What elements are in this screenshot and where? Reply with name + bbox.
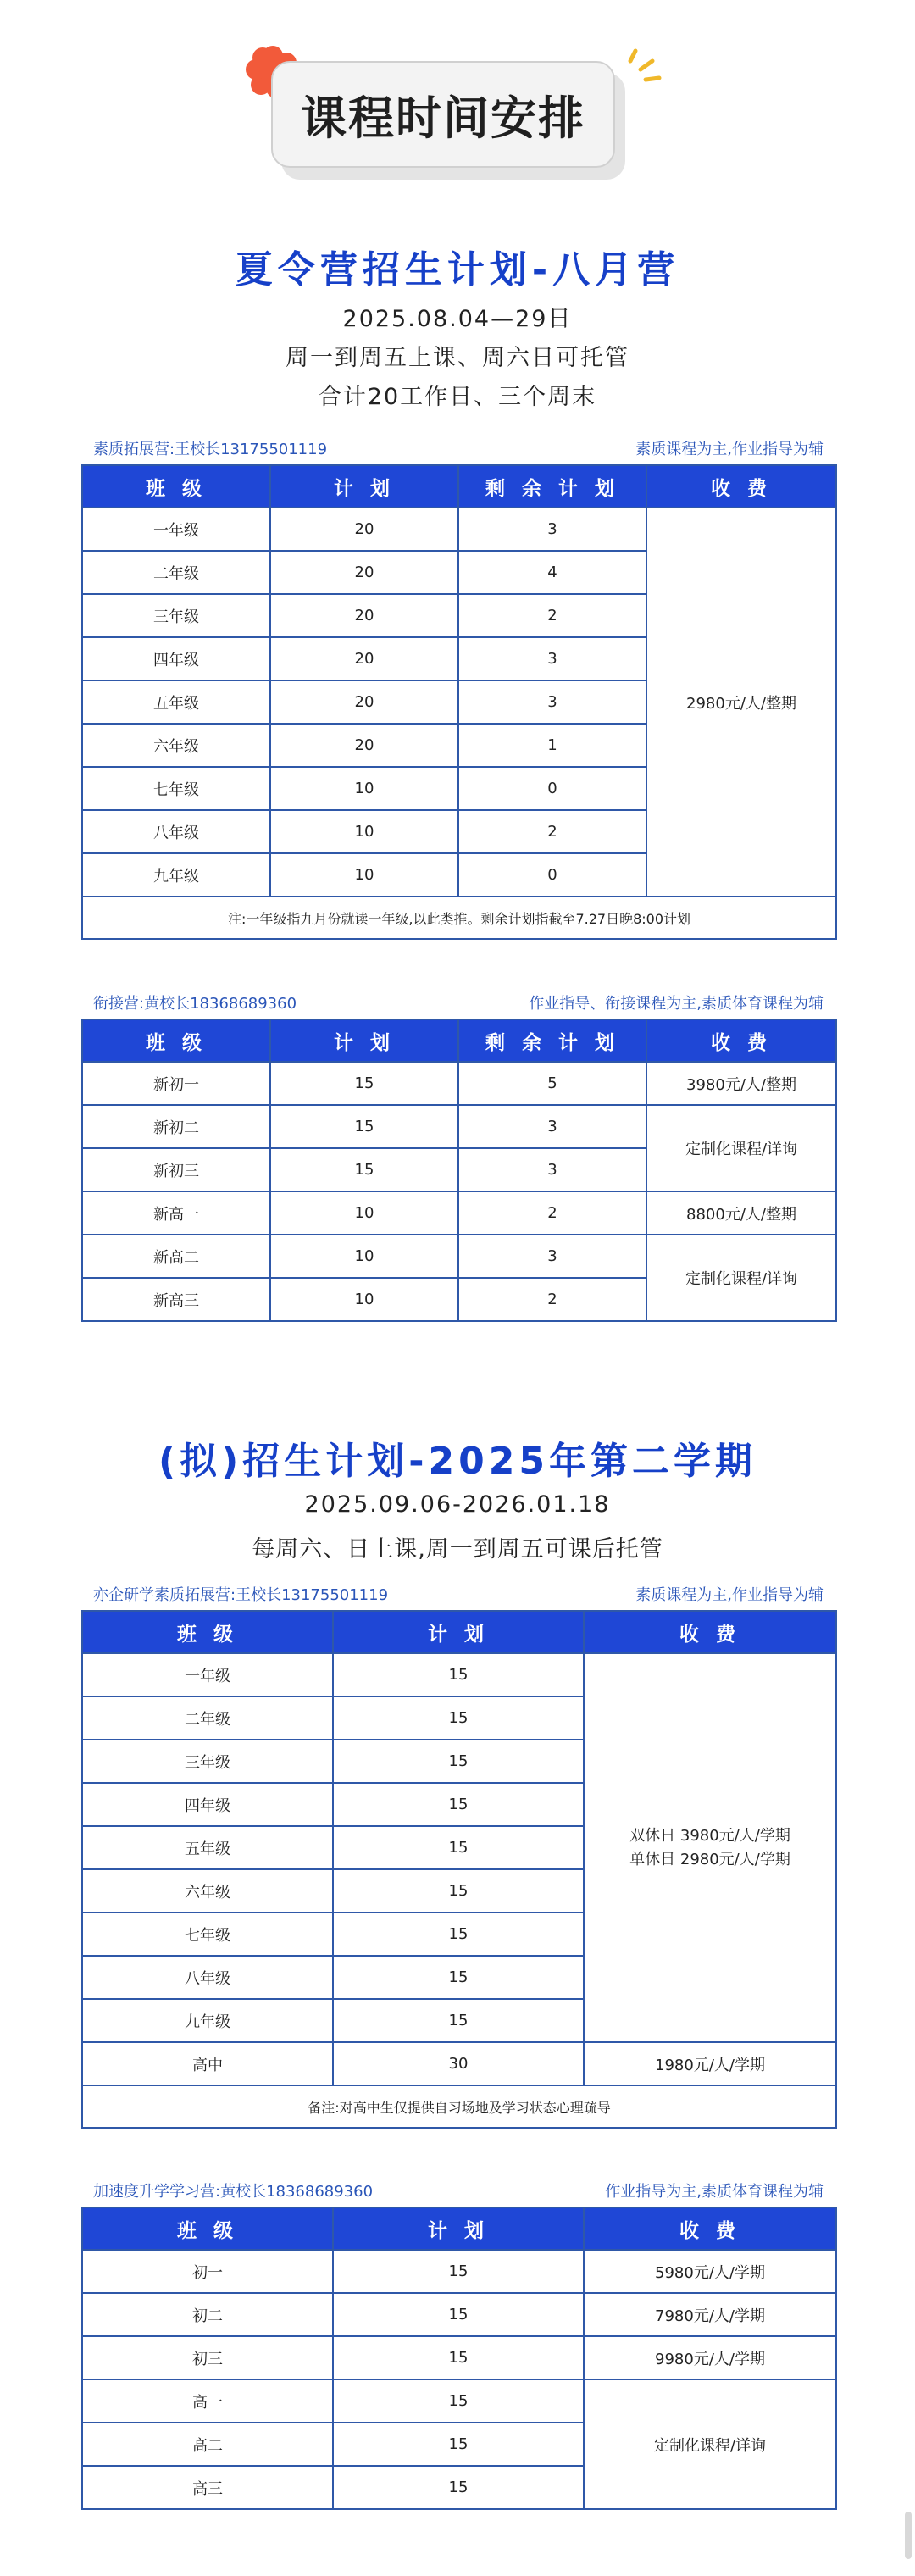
cell-class: 二年级 xyxy=(82,1696,333,1740)
cell-fee: 3980元/人/整期 xyxy=(646,1062,836,1105)
cell-class: 三年级 xyxy=(82,594,270,637)
caption-left: 亦企研学素质拓展营:王校长13175501119 xyxy=(93,1586,389,1604)
cell-plan: 10 xyxy=(270,1191,458,1235)
cell-class: 新初一 xyxy=(82,1062,270,1105)
cell-plan: 10 xyxy=(270,767,458,810)
caption-left: 素质拓展营:王校长13175501119 xyxy=(93,441,328,458)
cell-remaining: 3 xyxy=(458,1105,646,1148)
cell-plan: 20 xyxy=(270,637,458,680)
cell-remaining: 2 xyxy=(458,1278,646,1321)
table-row xyxy=(82,1105,836,1148)
col-header-class: 班 级 xyxy=(82,1611,333,1653)
cell-plan: 20 xyxy=(270,680,458,724)
col-header-class: 班 级 xyxy=(82,465,270,508)
caption-right: 素质课程为主,作业指导为辅 xyxy=(635,1586,824,1604)
cell-class: 五年级 xyxy=(82,1826,333,1869)
page-title: 课程时间安排 xyxy=(301,91,585,145)
cell-plan: 15 xyxy=(333,1826,584,1869)
table-row xyxy=(82,2379,836,2423)
cell-class: 高一 xyxy=(82,2379,333,2423)
cell-plan: 15 xyxy=(333,1869,584,1913)
table2-caption xyxy=(81,991,835,1017)
col-header-remaining: 剩 余 计 划 xyxy=(458,465,646,508)
cell-fee: 1980元/人/学期 xyxy=(584,2042,836,2085)
cell-plan: 10 xyxy=(270,1235,458,1278)
table-note-row xyxy=(82,2085,836,2128)
cell-class: 九年级 xyxy=(82,853,270,897)
col-header-plan: 计 划 xyxy=(333,1611,584,1653)
table-note: 注:一年级指九月份就读一年级,以此类推。剩余计划指截至7.27日晚8:00计划 xyxy=(82,897,836,939)
cell-remaining: 3 xyxy=(458,508,646,551)
caption-left: 衔接营:黄校长18368689360 xyxy=(93,995,297,1013)
cell-plan: 20 xyxy=(270,508,458,551)
cell-fee: 9980元/人/学期 xyxy=(584,2336,836,2379)
summer-bridge-table xyxy=(81,1019,837,1322)
table-row xyxy=(82,2293,836,2336)
fee-weekend-double: 双休日 3980元/人/学期 xyxy=(629,1826,790,1845)
fee-weekend-single: 单休日 2980元/人/学期 xyxy=(629,1850,790,1868)
cell-plan: 20 xyxy=(270,724,458,767)
cell-class: 初三 xyxy=(82,2336,333,2379)
cell-plan: 30 xyxy=(333,2042,584,2085)
cell-plan: 15 xyxy=(333,1783,584,1826)
cell-class: 四年级 xyxy=(82,1783,333,1826)
cell-class: 高中 xyxy=(82,2042,333,2085)
cell-plan: 15 xyxy=(333,1999,584,2042)
cell-class: 一年级 xyxy=(82,1653,333,1696)
cell-remaining: 3 xyxy=(458,1235,646,1278)
summer-date-line: 2025.08.04—29日 xyxy=(342,306,573,332)
cell-plan: 15 xyxy=(333,2466,584,2509)
cell-remaining: 0 xyxy=(458,767,646,810)
cell-class: 新初二 xyxy=(82,1105,270,1148)
cell-remaining: 4 xyxy=(458,551,646,594)
cell-class: 高三 xyxy=(82,2466,333,2509)
col-header-plan: 计 划 xyxy=(270,465,458,508)
cell-class: 新初三 xyxy=(82,1148,270,1191)
summer-total-line: 合计20工作日、三个周末 xyxy=(318,384,597,410)
table-note: 备注:对高中生仅提供自习场地及学习状态心理疏导 xyxy=(82,2085,836,2128)
cell-fee: 定制化课程/详询 xyxy=(646,1235,836,1321)
cell-class: 三年级 xyxy=(82,1740,333,1783)
col-header-plan: 计 划 xyxy=(333,2207,584,2250)
cell-plan: 15 xyxy=(333,1740,584,1783)
table-row xyxy=(82,1191,836,1235)
cell-plan: 15 xyxy=(333,2250,584,2293)
cell-plan: 15 xyxy=(333,1956,584,1999)
term-schedule-line: 每周六、日上课,周一到周五可课后托管 xyxy=(252,1536,663,1563)
col-header-fee: 收 费 xyxy=(584,2207,836,2250)
cell-plan: 15 xyxy=(333,1653,584,1696)
cell-fee: 定制化课程/详询 xyxy=(584,2379,836,2509)
term-title: (拟)招生计划-2025年第二学期 xyxy=(158,1440,757,1483)
cell-plan: 20 xyxy=(270,594,458,637)
cell-fee: 5980元/人/学期 xyxy=(584,2250,836,2293)
cell-class: 八年级 xyxy=(82,1956,333,1999)
cell-fee: 7980元/人/学期 xyxy=(584,2293,836,2336)
cell-remaining: 2 xyxy=(458,810,646,853)
scrollbar-thumb[interactable] xyxy=(905,2512,912,2559)
cell-plan: 10 xyxy=(270,810,458,853)
cell-remaining: 0 xyxy=(458,853,646,897)
cell-class: 八年级 xyxy=(82,810,270,853)
table3-caption xyxy=(81,1583,835,1608)
summer-schedule-line: 周一到周五上课、周六日可托管 xyxy=(286,345,629,371)
cell-class: 新高三 xyxy=(82,1278,270,1321)
table-row xyxy=(82,1235,836,1278)
cell-class: 六年级 xyxy=(82,724,270,767)
cell-remaining: 5 xyxy=(458,1062,646,1105)
col-header-remaining: 剩 余 计 划 xyxy=(458,1019,646,1062)
cell-fee: 定制化课程/详询 xyxy=(646,1105,836,1191)
cell-class: 九年级 xyxy=(82,1999,333,2042)
cell-class: 新高一 xyxy=(82,1191,270,1235)
cell-plan: 15 xyxy=(333,2423,584,2466)
cell-class: 高二 xyxy=(82,2423,333,2466)
col-header-plan: 计 划 xyxy=(270,1019,458,1062)
table1-caption xyxy=(81,437,835,463)
cell-class: 初一 xyxy=(82,2250,333,2293)
col-header-fee: 收 费 xyxy=(646,465,836,508)
term-date-line: 2025.09.06-2026.01.18 xyxy=(304,1491,611,1518)
cell-class: 新高二 xyxy=(82,1235,270,1278)
caption-left: 加速度升学学习营:黄校长18368689360 xyxy=(93,2183,374,2201)
cell-plan: 20 xyxy=(270,551,458,594)
cell-plan: 15 xyxy=(270,1105,458,1148)
cell-remaining: 2 xyxy=(458,594,646,637)
cell-plan: 10 xyxy=(270,853,458,897)
title-badge xyxy=(271,61,625,180)
table-row xyxy=(82,1653,836,1696)
table-row xyxy=(82,2250,836,2293)
cell-class: 七年级 xyxy=(82,1913,333,1956)
cell-class: 五年级 xyxy=(82,680,270,724)
table-note-row xyxy=(82,897,836,939)
cell-remaining: 3 xyxy=(458,680,646,724)
table4-caption xyxy=(81,2179,835,2205)
summer-title: 夏令营招生计划-八月营 xyxy=(235,248,680,291)
caption-right: 素质课程为主,作业指导为辅 xyxy=(635,441,824,458)
table-row xyxy=(82,2042,836,2085)
cell-class: 一年级 xyxy=(82,508,270,551)
cell-class: 六年级 xyxy=(82,1869,333,1913)
cell-class: 二年级 xyxy=(82,551,270,594)
cell-remaining: 1 xyxy=(458,724,646,767)
cell-class: 七年级 xyxy=(82,767,270,810)
cell-fee xyxy=(584,1653,836,2042)
cell-plan: 15 xyxy=(333,2336,584,2379)
cell-plan: 10 xyxy=(270,1278,458,1321)
cell-plan: 15 xyxy=(333,1696,584,1740)
cell-remaining: 3 xyxy=(458,1148,646,1191)
col-header-class: 班 级 xyxy=(82,1019,270,1062)
cell-class: 四年级 xyxy=(82,637,270,680)
cell-plan: 15 xyxy=(333,1913,584,1956)
col-header-fee: 收 费 xyxy=(646,1019,836,1062)
caption-right: 作业指导为主,素质体育课程为辅 xyxy=(605,2183,824,2201)
caption-right: 作业指导、衔接课程为主,素质体育课程为辅 xyxy=(529,995,824,1013)
cell-plan: 15 xyxy=(270,1062,458,1105)
term-quality-table xyxy=(81,1610,837,2129)
cell-plan: 15 xyxy=(333,2293,584,2336)
cell-remaining: 2 xyxy=(458,1191,646,1235)
cell-plan: 15 xyxy=(333,2379,584,2423)
cell-fee: 2980元/人/整期 xyxy=(646,508,836,897)
term-acceleration-table xyxy=(81,2207,837,2510)
summer-quality-table xyxy=(81,464,837,940)
cell-remaining: 3 xyxy=(458,637,646,680)
sparkle-icon xyxy=(625,44,668,86)
col-header-fee: 收 费 xyxy=(584,1611,836,1653)
table-row xyxy=(82,508,836,551)
cell-plan: 15 xyxy=(270,1148,458,1191)
table-row xyxy=(82,1062,836,1105)
cell-class: 初二 xyxy=(82,2293,333,2336)
table-row xyxy=(82,2336,836,2379)
col-header-class: 班 级 xyxy=(82,2207,333,2250)
cell-fee: 8800元/人/整期 xyxy=(646,1191,836,1235)
